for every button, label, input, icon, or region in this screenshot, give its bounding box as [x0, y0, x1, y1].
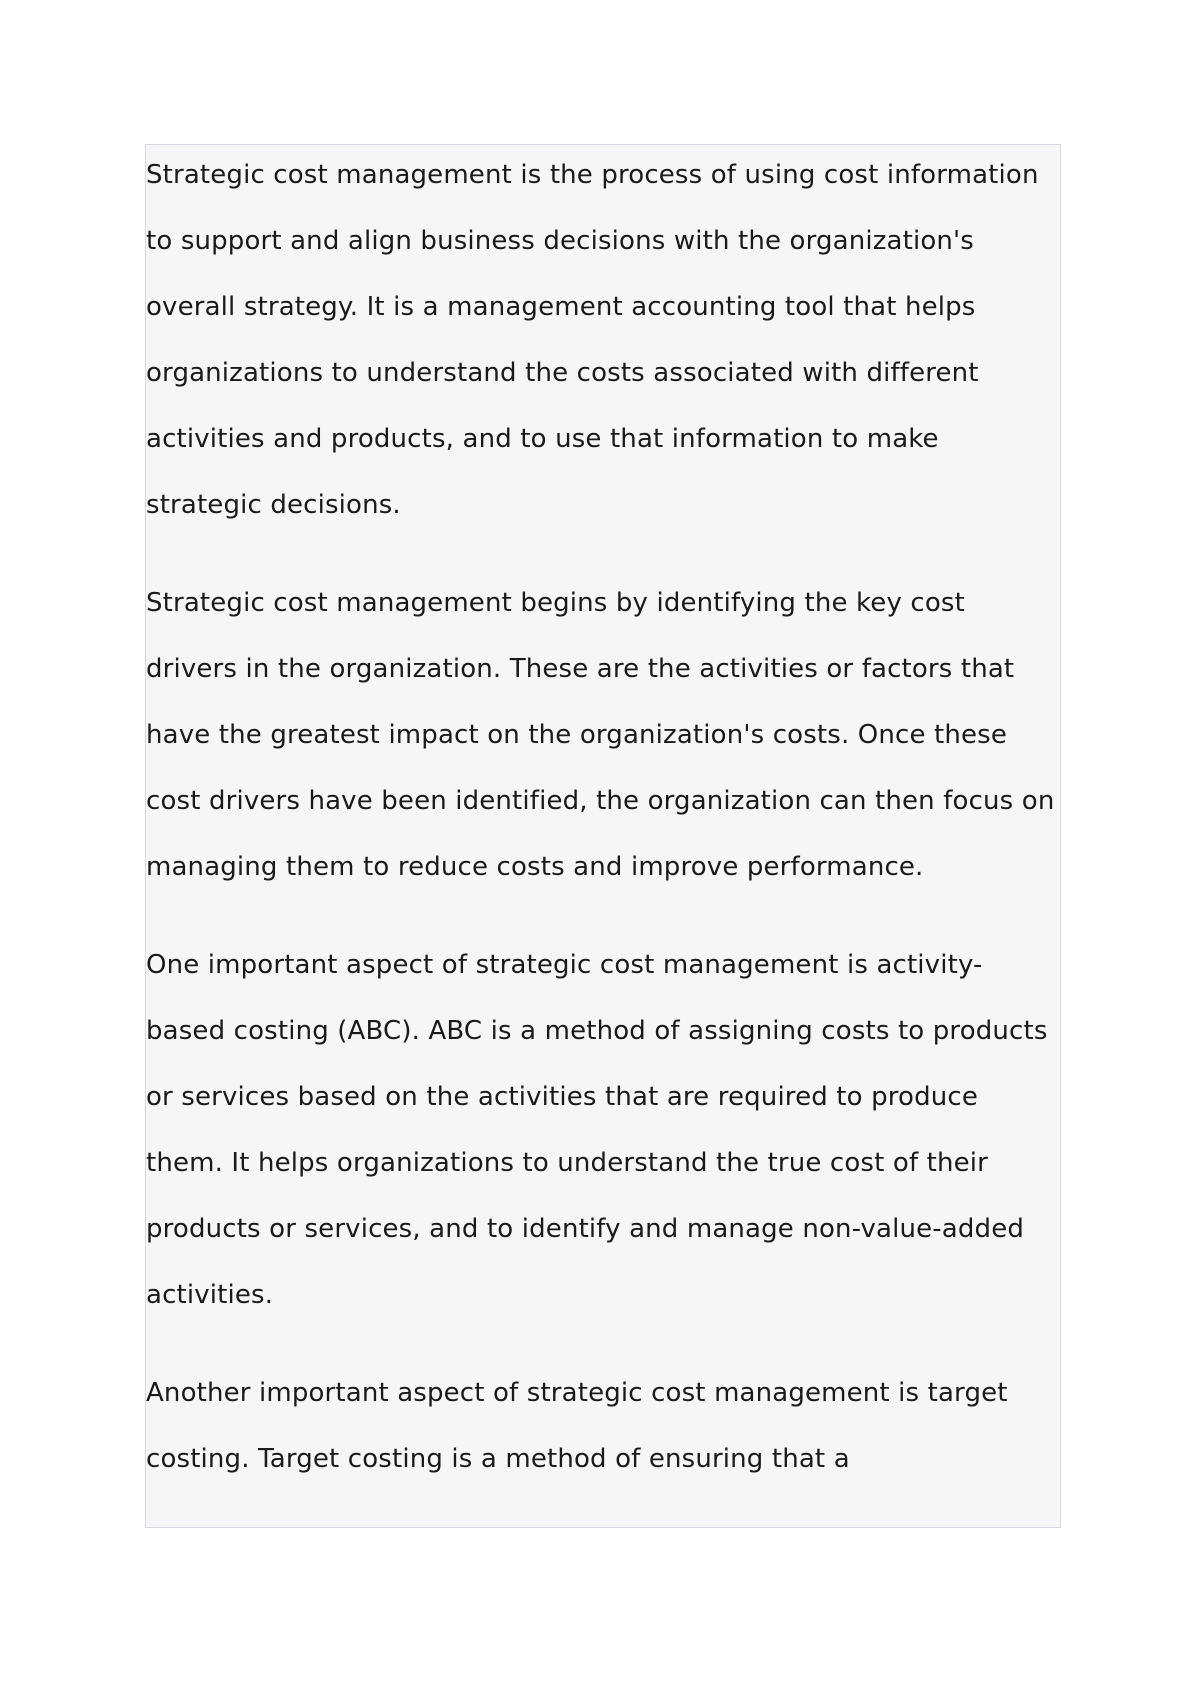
paragraph-4: Another important aspect of strategic cost management is target costing. Target costing is a method of ensuring that a: [146, 1378, 1008, 1474]
paragraph-2: Strategic cost management begins by identifying the key cost drivers in the organization. These are the activities or factors that have the greatest impact on the organization's costs. Once these cost drivers have been identified, the organization can then focus on managing them to reduce costs and improve performance.: [146, 588, 1055, 882]
paragraph-3: One important aspect of strategic cost management is activity-based costing (ABC). ABC is a method of assigning costs to products or services based on the activities that are required to produce them. It helps organizations to understand the true cost of their products or services, and to identify and manage non-value-added activities.: [146, 950, 1048, 1310]
document-text-box: [145, 144, 1061, 1528]
paragraph-1: Strategic cost management is the process of using cost information to support and align business decisions with the organization's overall strategy. It is a management accounting tool that helps organizations to understand the costs associated with different activities and products, and to use that information to make strategic decisions.: [146, 160, 1039, 520]
